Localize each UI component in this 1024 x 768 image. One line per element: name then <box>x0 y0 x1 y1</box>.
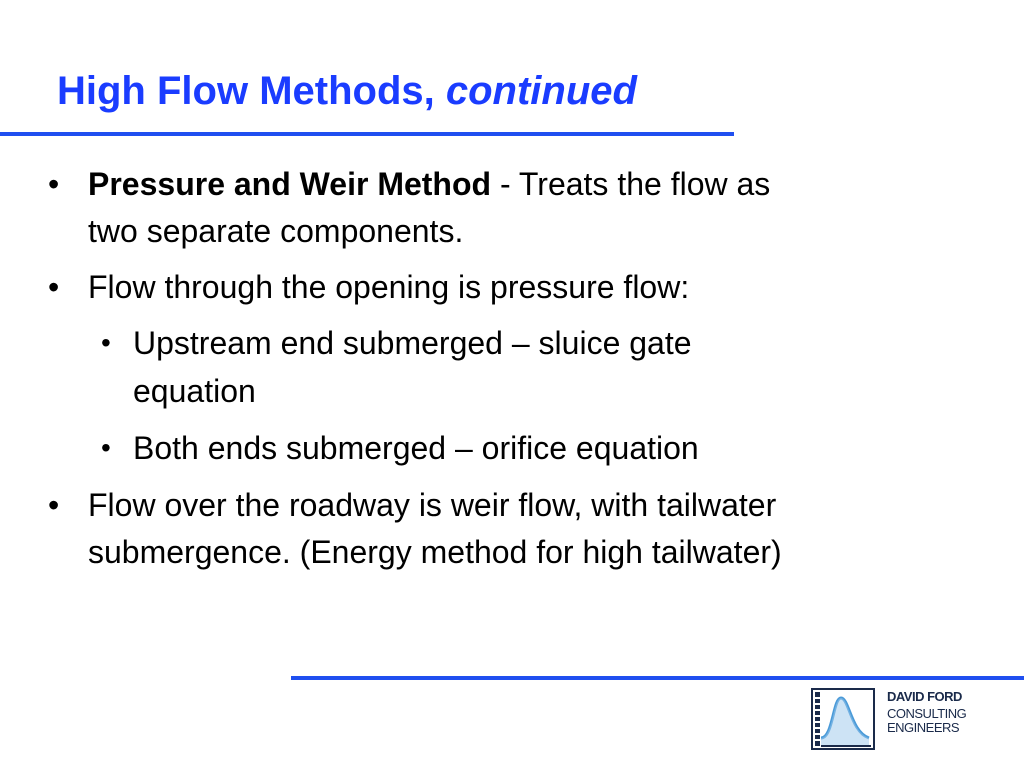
sub-bullet-text: Upstream end submerged – sluice gate <box>133 325 692 361</box>
bullet-text: Flow through the opening is pressure flow: <box>88 269 690 305</box>
bullet-bold-term: Pressure and Weir Method <box>88 166 492 202</box>
bullet-text: submergence. (Energy method for high tailwater) <box>88 534 782 570</box>
sub-bullet-icon: • <box>101 327 111 358</box>
logo-firm-name: DAVID FORD <box>887 689 962 704</box>
logo-wordmark <box>887 690 966 735</box>
sub-bullet-text: Both ends submerged – orifice equation <box>133 430 699 466</box>
bullet-text: Flow over the roadway is weir flow, with tailwater <box>88 487 777 523</box>
sub-bullet-text: equation <box>133 373 256 409</box>
company-logo <box>811 688 967 750</box>
title-main: High Flow Methods, <box>57 69 435 113</box>
title-italic: continued <box>445 69 637 113</box>
slide-title <box>57 66 637 116</box>
title-underline-rule <box>0 132 734 136</box>
bullet-text-rest: - Treats the flow as <box>491 166 771 202</box>
footer-rule <box>291 676 1024 680</box>
sub-bullet-icon: • <box>101 432 111 463</box>
hydrograph-logo-icon <box>811 688 875 750</box>
bullet-text: two separate components. <box>88 213 464 249</box>
bullet-icon: • <box>48 269 60 305</box>
bullet-icon: • <box>48 166 60 202</box>
bullet-text <box>88 163 770 205</box>
logo-line-consulting: CONSULTING <box>887 706 967 721</box>
bullet-icon: • <box>48 487 60 523</box>
logo-line-engineers: ENGINEERS <box>887 720 960 735</box>
